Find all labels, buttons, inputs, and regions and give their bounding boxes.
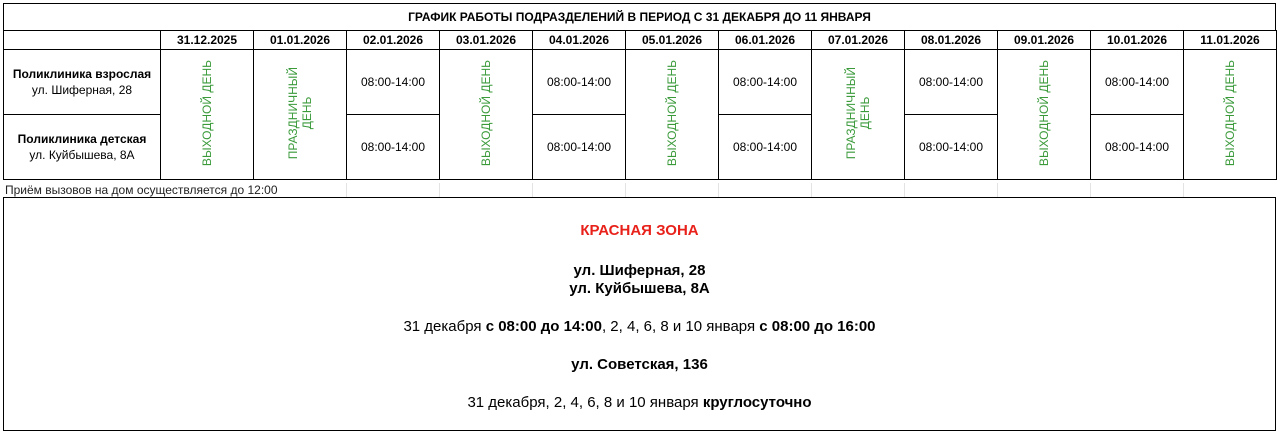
date-header: 03.01.2026	[440, 31, 533, 50]
note-row	[3, 183, 1276, 197]
hours-cell: 08:00-14:00	[905, 115, 998, 180]
date-header: 08.01.2026	[905, 31, 998, 50]
grid-line	[1183, 183, 1184, 197]
schedule-1-part-c: , 2, 4, 6, 8 и 10 января	[601, 318, 760, 335]
day-off-cell	[161, 50, 254, 180]
hours-cell: 08:00-14:00	[719, 50, 812, 115]
grid-line	[811, 183, 812, 197]
red-zone-address-3: ул. Советская, 136	[571, 356, 708, 373]
schedule-title: ГРАФИК РАБОТЫ ПОДРАЗДЕЛЕНИЙ В ПЕРИОД С 31 ДЕКАБРЯ ДО 11 ЯНВАРЯ	[3, 3, 1276, 31]
schedule-sheet	[3, 3, 1276, 431]
corner-cell	[4, 31, 161, 50]
department-name: Поликлиника взрослая	[12, 67, 152, 81]
hours-cell: 08:00-14:00	[533, 115, 626, 180]
hours-cell: 08:00-14:00	[1091, 50, 1184, 115]
red-zone-heading: КРАСНАЯ ЗОНА	[580, 222, 699, 239]
hours-cell: 08:00-14:00	[533, 50, 626, 115]
day-off-label: ВЫХОДНОЙ ДЕНЬ	[1223, 59, 1237, 167]
house-call-note: Приём вызовов на дом осуществляется до 12:00	[5, 183, 278, 197]
date-header: 02.01.2026	[347, 31, 440, 50]
header-row	[4, 31, 1277, 50]
holiday-cell	[254, 50, 347, 180]
day-off-label: ВЫХОДНОЙ ДЕНЬ	[200, 59, 214, 167]
date-header: 07.01.2026	[812, 31, 905, 50]
grid-line	[439, 183, 440, 197]
date-header: 10.01.2026	[1091, 31, 1184, 50]
red-zone-schedule-2	[4, 394, 1275, 411]
date-header: 04.01.2026	[533, 31, 626, 50]
department-address: ул. Шиферная, 28	[31, 83, 133, 97]
grid-line	[904, 183, 905, 197]
red-zone-section	[3, 197, 1276, 431]
schedule-1-part-d: с 08:00 до 16:00	[759, 318, 876, 335]
department-address: ул. Куйбышева, 8А	[29, 148, 135, 162]
department-cell	[4, 115, 161, 180]
department-name: Поликлиника детская	[17, 132, 147, 146]
date-header: 31.12.2025	[161, 31, 254, 50]
red-zone-address-1: ул. Шиферная, 28	[573, 262, 706, 279]
holiday-cell	[812, 50, 905, 180]
holiday-label: ПРАЗДНИЧНЫЙ ДЕНЬ	[286, 66, 314, 160]
holiday-label: ПРАЗДНИЧНЫЙ ДЕНЬ	[844, 66, 872, 160]
schedule-2-part-a: 31 декабря, 2, 4, 6, 8 и 10 января	[467, 394, 703, 411]
schedule-table	[3, 30, 1277, 180]
grid-line	[346, 183, 347, 197]
red-zone-address-2: ул. Куйбышева, 8А	[569, 280, 710, 297]
day-off-cell	[626, 50, 719, 180]
date-header: 05.01.2026	[626, 31, 719, 50]
hours-cell: 08:00-14:00	[347, 50, 440, 115]
day-off-cell	[998, 50, 1091, 180]
department-row-adult	[4, 50, 1277, 115]
day-off-cell	[440, 50, 533, 180]
day-off-label: ВЫХОДНОЙ ДЕНЬ	[479, 59, 493, 167]
hours-cell: 08:00-14:00	[719, 115, 812, 180]
date-header: 11.01.2026	[1184, 31, 1277, 50]
grid-line	[625, 183, 626, 197]
schedule-2-part-b: круглосуточно	[702, 394, 812, 411]
hours-cell: 08:00-14:00	[905, 50, 998, 115]
date-header: 01.01.2026	[254, 31, 347, 50]
grid-line	[532, 183, 533, 197]
hours-cell: 08:00-14:00	[347, 115, 440, 180]
grid-line	[1090, 183, 1091, 197]
day-off-label: ВЫХОДНОЙ ДЕНЬ	[665, 59, 679, 167]
department-cell	[4, 50, 161, 115]
day-off-label: ВЫХОДНОЙ ДЕНЬ	[1037, 59, 1051, 167]
red-zone-schedule-1	[4, 318, 1275, 335]
schedule-1-part-a: 31 декабря	[403, 318, 486, 335]
hours-cell: 08:00-14:00	[1091, 115, 1184, 180]
day-off-cell	[1184, 50, 1277, 180]
schedule-1-part-b: с 08:00 до 14:00	[485, 318, 602, 335]
grid-line	[997, 183, 998, 197]
date-header: 09.01.2026	[998, 31, 1091, 50]
date-header: 06.01.2026	[719, 31, 812, 50]
grid-line	[718, 183, 719, 197]
